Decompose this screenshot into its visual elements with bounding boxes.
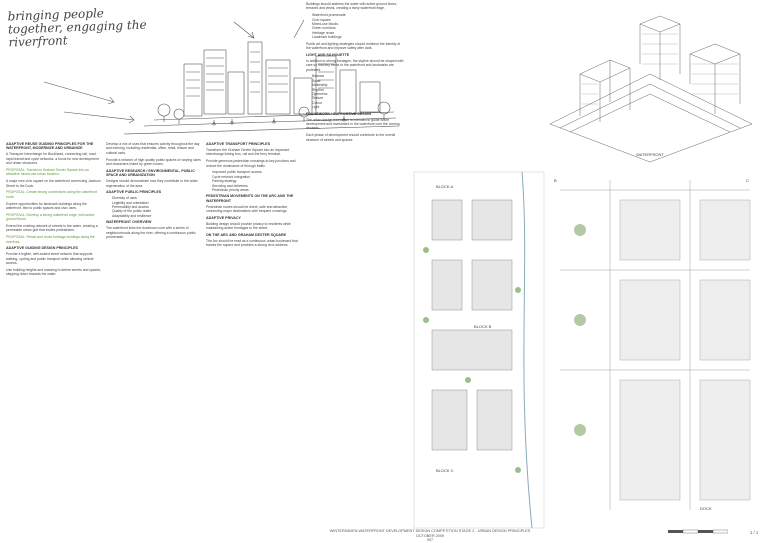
paragraph: The Arc should be read as a continuous urban boulevard that frames the square and provides a strong civic address.	[206, 238, 298, 248]
paragraph: Provide a network of high quality public spaces of varying sizes and characters linked by green routes.	[106, 157, 201, 167]
paragraph: A Transport Interchange for Buckhead, connecting rail, road, rapid transit and cycle networks, a focus for new development and urban structures.	[6, 152, 99, 166]
list-item: • Quality of the public realm	[112, 209, 202, 213]
paragraph: Extend the existing network of streets to the water, creating a permeable urban grid that invites pedestrians.	[6, 223, 98, 233]
paragraph: In addition to strong frontages, the skyline should be shaped with care so that key views to the waterfront and landmarks are protected.	[306, 58, 404, 72]
list-item: • Light	[312, 105, 404, 109]
paragraph: Provide a legible, well-scaled street network that supports walking, cycling and public transport while allowing vehicle access.	[6, 252, 94, 266]
list-item: • Pedestrian priority areas	[212, 188, 302, 192]
list-item: • Servicing and deliveries	[212, 184, 302, 188]
transport-list	[206, 170, 302, 192]
section-heading: FRAMEWORK / SUPPORTIVE DESIGN	[306, 111, 372, 116]
waterfront-list	[306, 13, 404, 39]
section-heading: ADAPTIVE GUIDING DESIGN PRINCIPLES	[6, 246, 78, 251]
paragraph: Public art and lighting strategies should reinforce the identity of the waterfront and improve safety after dark.	[306, 41, 401, 51]
list-item: • Green corridors	[312, 26, 404, 30]
section-heading: LIGHT AND SILHOUETTE	[306, 52, 350, 57]
footer-date: OCTOBER 2009	[415, 533, 445, 538]
figure-label: C	[746, 178, 749, 183]
figure-label: WATERFRONT	[636, 152, 664, 157]
massing-diagram	[540, 4, 762, 164]
paragraph: Pedestrian routes should be direct, safe and attractive, connecting major destinations with frequent crossings.	[206, 204, 288, 214]
section-heading: ADAPTIVE PUBLIC PRINCIPLES	[106, 190, 162, 195]
paragraph: A major new civic square on the waterfront connecting Jackson Street to the Dock.	[6, 179, 101, 188]
section-heading: ADAPTIVE RESEARCH / ENVIRONMENTAL, PUBLIC SPACE AND URBANIZATION	[106, 168, 195, 178]
paragraph: Each phase of development should contribute to the overall structure of streets and spaces.	[306, 133, 396, 142]
text-column-3	[206, 142, 302, 526]
text-column-4	[306, 2, 404, 522]
list-item: • Rhythm	[312, 88, 404, 92]
section-heading: ADAPTIVE PRIVACY	[206, 215, 241, 220]
list-item: • Openness	[312, 92, 404, 96]
paragraph: Designs should demonstrate how they contribute to the wider regeneration of the area.	[106, 179, 198, 188]
list-item: • Diversity of uses	[112, 196, 202, 200]
site-plan	[412, 170, 546, 530]
proposal-text: PROPOSAL: Create strong connections along the waterfront route.	[6, 190, 98, 199]
text-column-2	[106, 142, 202, 526]
footer-title: WINTERHAVEN WATERFRONT DEVELOPMENT DESIGN COMPETITION STAGE 2 - URBAN DESIGN PRINCIPLES	[329, 529, 531, 533]
list-item: • Colour	[312, 101, 404, 105]
figure-label: BLOCK A	[436, 184, 454, 189]
scale-bar-icon	[668, 529, 728, 535]
list-item: • Parking strategy	[212, 179, 302, 183]
document-footer	[300, 529, 560, 543]
paragraph: Buildings should address the water with active ground floors, terraces and views, creating a lively waterfront edge.	[306, 2, 398, 11]
section-heading: WATERFRONT OVERVIEW	[106, 220, 152, 225]
list-item: • Materiality	[312, 83, 404, 87]
paragraph: Provide generous pedestrian crossings at key junctions and reduce the dominance of through traffic.	[206, 159, 296, 168]
proposal-text: PROPOSAL: Develop a strong waterfront edge, with active ground floors.	[6, 212, 95, 222]
list-item: • Civic square	[312, 18, 404, 22]
list-item: • Improved public transport access	[212, 170, 302, 174]
list-item: • Texture	[312, 96, 404, 100]
section-heading: ADAPTIVE TRANSPORT PRINCIPLES	[206, 142, 271, 146]
section-heading: ADAPTIVE REUSE GUIDING PRINCIPLES FOR THE WATERFRONT, MODERNIZE AND URBANIZE	[6, 142, 94, 151]
qualities-list	[306, 74, 404, 109]
site-plan-icon	[412, 170, 546, 530]
footer-code: 007	[426, 538, 434, 543]
paragraph: The urban design framework is intended to guide future development and investment in the waterfront over the coming decades.	[306, 117, 400, 131]
list-item: • Waterfront promenade	[312, 13, 404, 17]
figure-label: B	[554, 178, 557, 183]
list-item: • Adaptability and resilience	[112, 214, 202, 218]
paragraph: Use building heights and massing to define streets and spaces, stepping down towards the water.	[6, 267, 101, 277]
paragraph: Develop a mix of uses that ensures activity throughout the day and evening, including residential, office, retail, leisure and cultural uses.	[106, 142, 200, 155]
list-item: • Legibility and orientation	[112, 201, 202, 205]
figure-label: DOCK	[700, 506, 712, 511]
paragraph: Explore opportunities for landmark buildings along the waterfront, tied to public spaces and civic uses.	[6, 201, 87, 210]
list-item: • Balance	[312, 74, 404, 78]
list-item: • Scale	[312, 79, 404, 83]
figure-label: BLOCK B	[474, 324, 492, 329]
list-item: • Landmark buildings	[312, 35, 404, 39]
principles-list	[106, 196, 202, 218]
paragraph: Transform the Graham Dexter Square into an important interchange linking bus, rail and the ferry terminal.	[206, 147, 290, 157]
hero-title: bringing people together, engaging the riverfront	[7, 6, 147, 50]
list-item: • Heritage reuse	[312, 31, 404, 35]
page-number: 1 / 1	[750, 530, 759, 535]
section-heading: PEDESTRIAN MOVEMENTS ON THE ARC AND THE WATERFRONT	[206, 194, 294, 203]
paragraph: The waterfront links the downtown core with a series of neighbourhoods along the river, offering a continuous public promenade.	[106, 226, 196, 239]
list-item: • Mixed-use blocks	[312, 22, 404, 26]
paragraph: Building design should provide privacy to residents while maintaining active frontages to the street.	[206, 221, 291, 231]
list-item: • Cycle network integration	[212, 175, 302, 179]
list-item: • Permeability and access	[112, 205, 202, 209]
figure-label: BLOCK C	[436, 468, 454, 473]
text-column-1	[6, 142, 102, 526]
section-heading: ON THE ARC AND GRAHAM DEXTER SQUARE	[206, 232, 286, 237]
proposal-text: PROPOSAL: Transform Graham Dexter Square into an attractive mixed-use urban location.	[6, 167, 89, 177]
plan-diagram-icon	[550, 170, 764, 525]
axonometric-sketch-icon	[540, 4, 762, 164]
proposal-text: PROPOSAL: Retain and reuse heritage buildings along the riverfront.	[6, 235, 95, 244]
plan-diagram	[550, 170, 764, 525]
